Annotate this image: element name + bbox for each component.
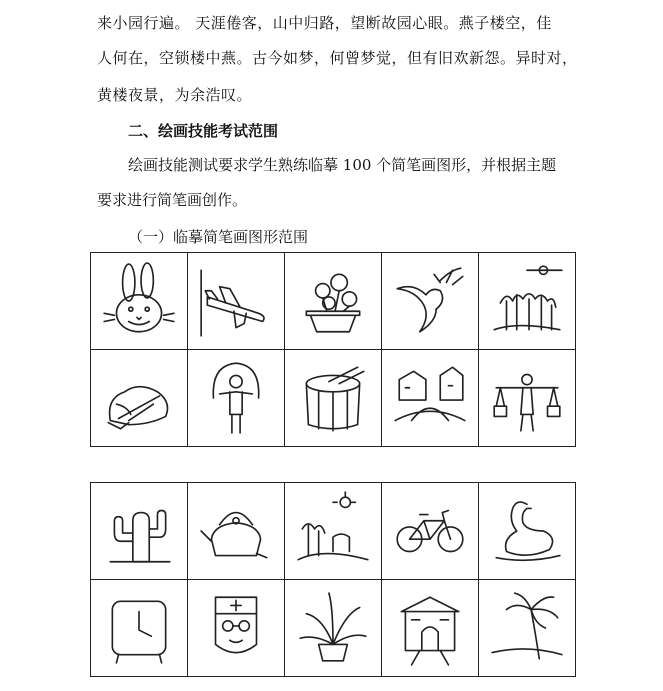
grid-cell <box>91 350 188 447</box>
kettle-icon <box>195 490 277 572</box>
grid-cell <box>91 253 188 350</box>
grid-cell <box>188 580 285 677</box>
grid-cell <box>188 350 285 447</box>
grid-cell <box>285 253 382 350</box>
drawing-grid-2 <box>90 482 576 677</box>
grid-cell <box>91 580 188 677</box>
poem-line-3: 黄楼夜景，为余浩叹。 <box>97 86 253 104</box>
garden-icon <box>292 490 374 572</box>
grid-row <box>91 580 576 677</box>
grid-cell <box>382 580 479 677</box>
grid-cell <box>285 580 382 677</box>
rabbit-icon <box>98 260 180 342</box>
grid-row <box>91 253 576 350</box>
swallow-icon <box>389 260 471 342</box>
grid-cell <box>188 253 285 350</box>
grid-cell <box>188 483 285 580</box>
poem-line-1: 来小园行遍。 天涯倦客，山中归路，望断故园心眼。燕子楼空，佳 <box>97 14 552 32</box>
section-paragraph-line-2: 要求进行简笔画创作。 <box>97 191 248 209</box>
palm-icon <box>486 587 568 669</box>
grid-cell <box>285 483 382 580</box>
grid-cell <box>285 350 382 447</box>
grid-row <box>91 483 576 580</box>
carrier-icon <box>486 357 568 439</box>
bridge-village-icon <box>389 357 471 439</box>
drum-icon <box>292 357 374 439</box>
gate-icon <box>389 587 471 669</box>
swan-icon <box>486 490 568 572</box>
airplane-icon <box>195 260 277 342</box>
poem-line-2: 人何在，空锁楼中燕。古今如梦，何曾梦觉，但有旧欢新怨。异时对， <box>97 49 578 67</box>
grid-cell <box>479 350 576 447</box>
grid-cell <box>479 483 576 580</box>
section-heading: 二、绘画技能考试范围 <box>128 122 279 140</box>
nurse-icon <box>195 587 277 669</box>
grid-cell <box>91 483 188 580</box>
grid-cell <box>382 253 479 350</box>
grid-cell <box>382 483 479 580</box>
grid-cell <box>479 253 576 350</box>
jump-rope-icon <box>195 357 277 439</box>
grid-cell <box>479 580 576 677</box>
subheading: （一）临摹简笔画图形范围 <box>128 228 309 246</box>
cabbage-icon <box>98 357 180 439</box>
drawing-grid-1 <box>90 252 576 447</box>
potted-plant-icon <box>292 587 374 669</box>
trees-landscape-icon <box>486 260 568 342</box>
section-paragraph-line-1: 绘画技能测试要求学生熟练临摹 100 个简笔画图形，并根据主题 <box>128 156 557 174</box>
bicycle-icon <box>389 490 471 572</box>
cactus-icon <box>98 490 180 572</box>
flower-pot-icon <box>292 260 374 342</box>
grid-cell <box>382 350 479 447</box>
grid-row <box>91 350 576 447</box>
clock-icon <box>98 587 180 669</box>
